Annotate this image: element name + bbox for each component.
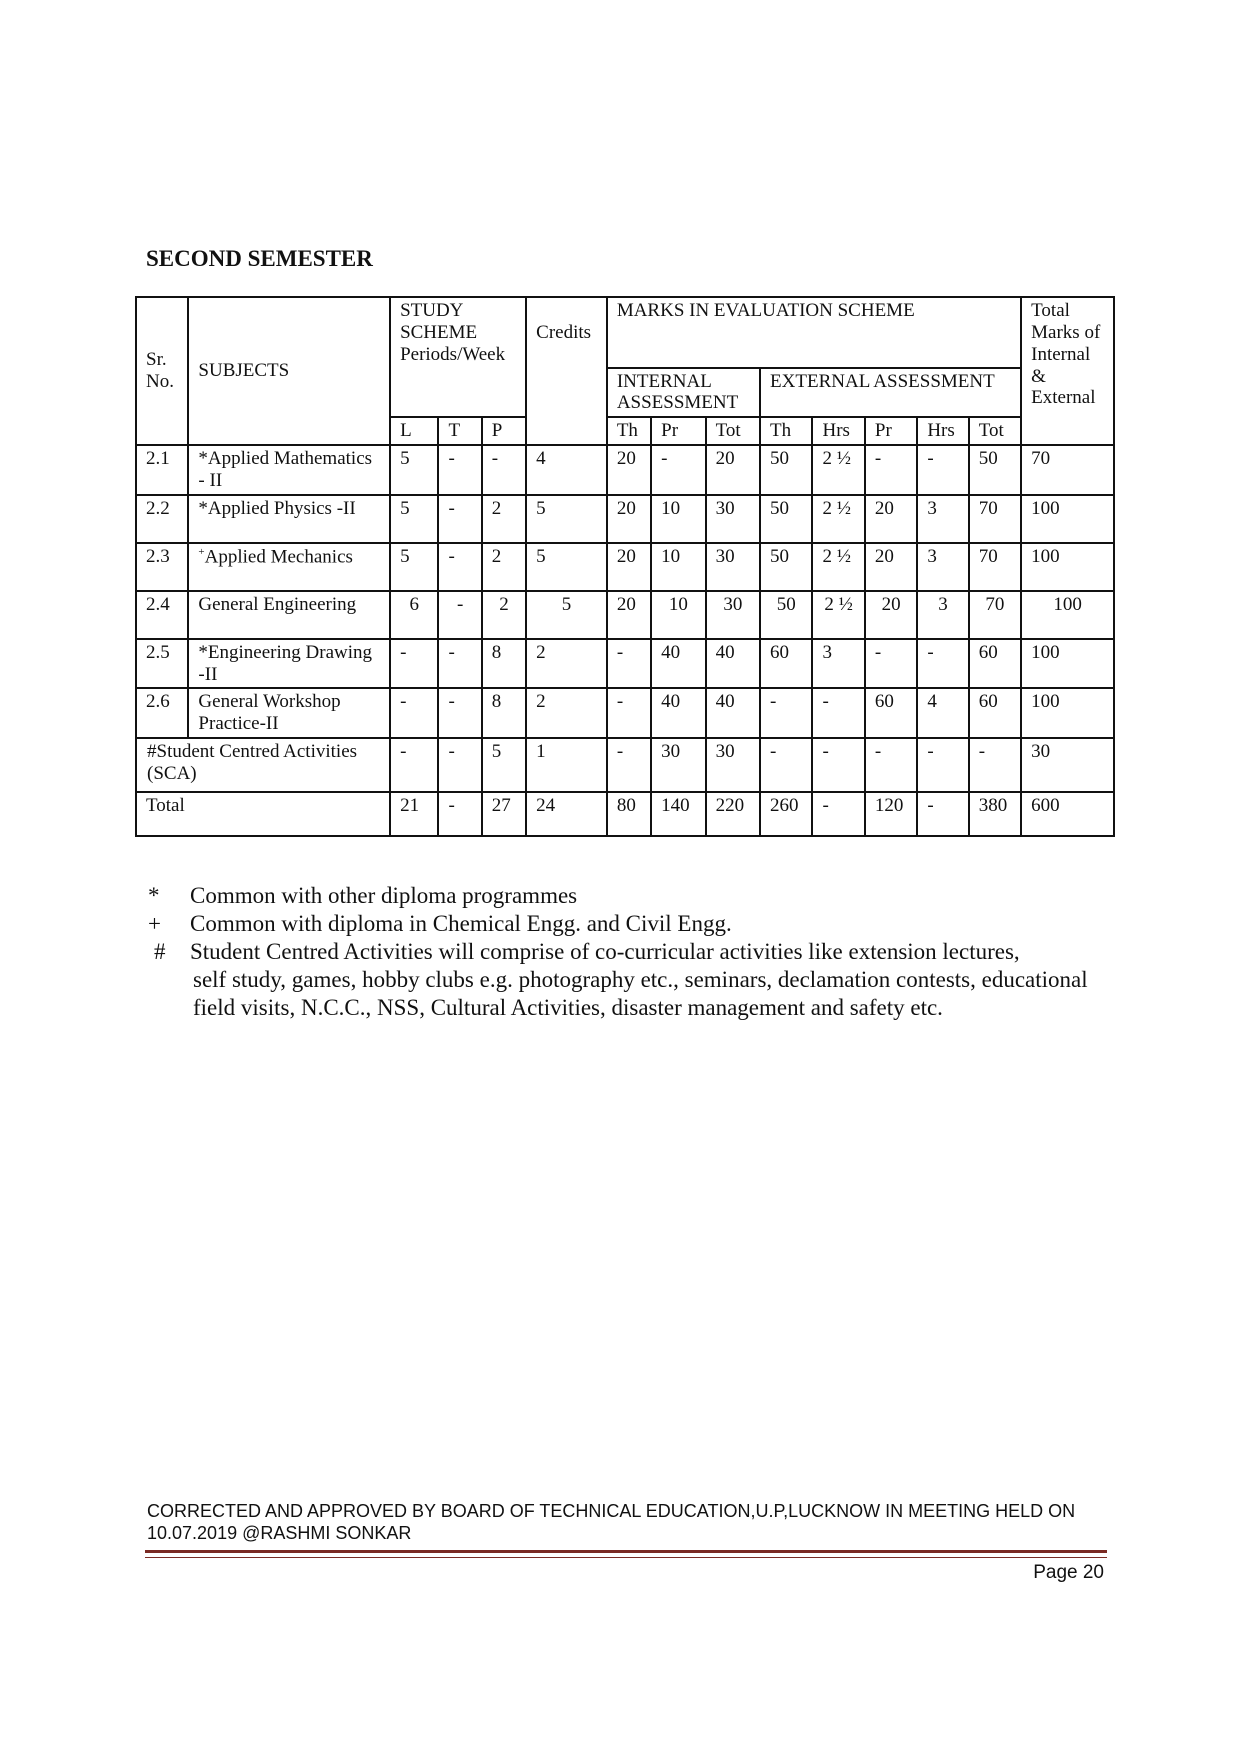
cell-credits: 5 bbox=[526, 543, 607, 591]
table-row bbox=[136, 495, 1114, 543]
cell-credits: 2 bbox=[526, 688, 607, 738]
cell-t: - bbox=[438, 543, 481, 591]
footnote-text: Student Centred Activities will comprise of co-curricular activities like extension lectures, bbox=[190, 939, 1020, 964]
footnote-text: Common with diploma in Chemical Engg. and Civil Engg. bbox=[190, 911, 732, 936]
cell-int-pr: 30 bbox=[651, 738, 705, 792]
cell-sca-label: #Student Centred Activities (SCA) bbox=[136, 738, 390, 792]
header-ext-th: Th bbox=[760, 417, 812, 445]
cell-ext-pr: 20 bbox=[865, 591, 917, 639]
cell-ext-tot: 60 bbox=[969, 688, 1021, 738]
cell-ext-tot: 70 bbox=[969, 495, 1021, 543]
cell-int-th: 20 bbox=[607, 495, 651, 543]
cell-subject-text: Applied Mechanics bbox=[204, 546, 353, 568]
header-p: P bbox=[482, 417, 526, 445]
header-marks: MARKS IN EVALUATION SCHEME bbox=[607, 297, 1021, 368]
header-int-tot: Tot bbox=[706, 417, 760, 445]
cell-int-th: - bbox=[607, 639, 651, 689]
table-row bbox=[136, 591, 1114, 639]
table-row bbox=[136, 445, 1114, 495]
cell-int-tot: 30 bbox=[706, 738, 760, 792]
cell-ext-hrs: 2 ½ bbox=[812, 543, 864, 591]
cell-ext-hrs-2: - bbox=[917, 639, 968, 689]
cell-ext-pr: 20 bbox=[865, 495, 917, 543]
cell-ext-hrs: 2 ½ bbox=[812, 445, 864, 495]
header-ext-hrs-2: Hrs bbox=[917, 417, 968, 445]
cell-ext-th: 60 bbox=[760, 639, 812, 689]
cell-p: 2 bbox=[482, 591, 526, 639]
cell-l: - bbox=[390, 738, 438, 792]
cell-int-tot: 20 bbox=[706, 445, 760, 495]
cell-subject: General Engineering bbox=[188, 591, 390, 639]
footnote bbox=[148, 882, 1108, 910]
cell-subject: *Applied Physics -II bbox=[188, 495, 390, 543]
cell-subject: *Engineering Drawing -II bbox=[188, 639, 390, 689]
cell-int-tot: 40 bbox=[706, 688, 760, 738]
cell-l: 5 bbox=[390, 445, 438, 495]
header-sr-no bbox=[136, 297, 188, 445]
evaluation-scheme-table bbox=[135, 296, 1115, 837]
cell-int-tot: 40 bbox=[706, 639, 760, 689]
cell-p: 8 bbox=[482, 688, 526, 738]
header-ext-hrs: Hrs bbox=[812, 417, 864, 445]
cell-p: 8 bbox=[482, 639, 526, 689]
cell-int-tot: 220 bbox=[706, 792, 760, 836]
table-row bbox=[136, 688, 1114, 738]
cell-int-th: 80 bbox=[607, 792, 651, 836]
header-internal: INTERNAL ASSESSMENT bbox=[607, 368, 760, 418]
footnote bbox=[148, 938, 1108, 966]
cell-credits: 1 bbox=[526, 738, 607, 792]
header-subjects: SUBJECTS bbox=[188, 297, 390, 445]
cell-int-tot: 30 bbox=[706, 591, 760, 639]
cell-total-label: Total bbox=[136, 792, 390, 836]
cell-int-pr: 140 bbox=[651, 792, 705, 836]
page-number: Page 20 bbox=[1033, 1562, 1104, 1583]
cell-ext-hrs: 2 ½ bbox=[812, 591, 864, 639]
cell-ext-hrs-2: 4 bbox=[917, 688, 968, 738]
header-ext-pr: Pr bbox=[865, 417, 917, 445]
cell-sr: 2.3 bbox=[136, 543, 188, 591]
cell-subject bbox=[188, 543, 390, 591]
cell-int-pr: 10 bbox=[651, 543, 705, 591]
header-row-1 bbox=[136, 297, 1114, 368]
cell-int-tot: 30 bbox=[706, 495, 760, 543]
cell-subject: General Workshop Practice-II bbox=[188, 688, 390, 738]
cell-t: - bbox=[438, 738, 481, 792]
cell-total: 600 bbox=[1021, 792, 1114, 836]
cell-t: - bbox=[438, 591, 481, 639]
cell-int-pr: 10 bbox=[651, 495, 705, 543]
cell-int-pr: 10 bbox=[651, 591, 705, 639]
cell-ext-hrs-2: - bbox=[917, 738, 968, 792]
cell-ext-pr: 20 bbox=[865, 543, 917, 591]
header-int-pr: Pr bbox=[651, 417, 705, 445]
cell-ext-tot: 60 bbox=[969, 639, 1021, 689]
cell-p: 2 bbox=[482, 495, 526, 543]
footnote-symbol: # bbox=[154, 939, 166, 964]
cell-ext-hrs-2: - bbox=[917, 445, 968, 495]
cell-ext-pr: - bbox=[865, 738, 917, 792]
cell-total: 100 bbox=[1021, 688, 1114, 738]
footer-rule bbox=[145, 1550, 1107, 1558]
footnote-symbol: * bbox=[148, 883, 160, 908]
cell-ext-hrs-2: 3 bbox=[917, 591, 968, 639]
sca-row bbox=[136, 738, 1114, 792]
cell-int-pr: 40 bbox=[651, 639, 705, 689]
header-l: L bbox=[390, 417, 438, 445]
cell-ext-th: 50 bbox=[760, 495, 812, 543]
cell-ext-hrs: 2 ½ bbox=[812, 495, 864, 543]
cell-ext-tot: 70 bbox=[969, 543, 1021, 591]
cell-ext-th: 50 bbox=[760, 445, 812, 495]
cell-ext-th: 50 bbox=[760, 543, 812, 591]
cell-ext-hrs: - bbox=[812, 688, 864, 738]
cell-ext-hrs: - bbox=[812, 738, 864, 792]
cell-t: - bbox=[438, 495, 481, 543]
page-title: SECOND SEMESTER bbox=[146, 246, 373, 271]
header-int-th: Th bbox=[607, 417, 651, 445]
cell-p: 5 bbox=[482, 738, 526, 792]
cell-credits: 4 bbox=[526, 445, 607, 495]
cell-p: - bbox=[482, 445, 526, 495]
cell-total: 70 bbox=[1021, 445, 1114, 495]
cell-int-th: 20 bbox=[607, 543, 651, 591]
footer-approval: CORRECTED AND APPROVED BY BOARD OF TECHNICAL EDUCATION,U.P,LUCKNOW IN MEETING HELD ON 10.07.2019 @RASHMI SONKAR bbox=[147, 1501, 1076, 1543]
footnotes bbox=[148, 882, 1108, 1022]
cell-total: 100 bbox=[1021, 543, 1114, 591]
cell-sr: 2.5 bbox=[136, 639, 188, 689]
cell-p: 27 bbox=[482, 792, 526, 836]
header-total-marks: Total Marks of Internal & External bbox=[1021, 297, 1114, 445]
cell-ext-tot: 50 bbox=[969, 445, 1021, 495]
footnote-symbol: + bbox=[148, 911, 161, 936]
cell-p: 2 bbox=[482, 543, 526, 591]
cell-credits: 5 bbox=[526, 591, 607, 639]
cell-ext-pr: 120 bbox=[865, 792, 917, 836]
header-study-scheme-gap bbox=[390, 368, 526, 418]
cell-total: 100 bbox=[1021, 639, 1114, 689]
cell-sr: 2.6 bbox=[136, 688, 188, 738]
cell-sr: 2.4 bbox=[136, 591, 188, 639]
cell-t: - bbox=[438, 688, 481, 738]
cell-total: 100 bbox=[1021, 495, 1114, 543]
cell-ext-hrs-2: - bbox=[917, 792, 968, 836]
cell-int-tot: 30 bbox=[706, 543, 760, 591]
header-t: T bbox=[438, 417, 481, 445]
cell-t: - bbox=[438, 792, 481, 836]
cell-t: - bbox=[438, 445, 481, 495]
cell-ext-th: 260 bbox=[760, 792, 812, 836]
cell-total: 30 bbox=[1021, 738, 1114, 792]
cell-ext-tot: 70 bbox=[969, 591, 1021, 639]
cell-l: - bbox=[390, 639, 438, 689]
cell-l: 5 bbox=[390, 495, 438, 543]
header-study-scheme: STUDY SCHEME Periods/Week bbox=[390, 297, 526, 368]
cell-int-th: 20 bbox=[607, 591, 651, 639]
cell-l: - bbox=[390, 688, 438, 738]
header-credits: Credits bbox=[526, 297, 607, 445]
cell-l: 5 bbox=[390, 543, 438, 591]
footnote bbox=[148, 910, 1108, 938]
cell-int-th: - bbox=[607, 688, 651, 738]
cell-ext-hrs: 3 bbox=[812, 639, 864, 689]
header-external: EXTERNAL ASSESSMENT bbox=[760, 368, 1021, 418]
header-ext-tot: Tot bbox=[969, 417, 1021, 445]
footnote-text: Common with other diploma programmes bbox=[190, 883, 578, 908]
cell-int-th: - bbox=[607, 738, 651, 792]
cell-l: 21 bbox=[390, 792, 438, 836]
table-row bbox=[136, 639, 1114, 689]
cell-int-pr: - bbox=[651, 445, 705, 495]
cell-subject-mark: + bbox=[198, 545, 205, 558]
header-sr-no-text: Sr. No. bbox=[146, 349, 174, 393]
cell-l: 6 bbox=[390, 591, 438, 639]
cell-credits: 24 bbox=[526, 792, 607, 836]
cell-ext-pr: - bbox=[865, 445, 917, 495]
cell-ext-th: - bbox=[760, 738, 812, 792]
cell-ext-tot: 380 bbox=[969, 792, 1021, 836]
total-row bbox=[136, 792, 1114, 836]
cell-ext-pr: 60 bbox=[865, 688, 917, 738]
cell-subject: *Applied Mathematics - II bbox=[188, 445, 390, 495]
cell-credits: 2 bbox=[526, 639, 607, 689]
cell-ext-hrs-2: 3 bbox=[917, 543, 968, 591]
cell-t: - bbox=[438, 639, 481, 689]
cell-int-th: 20 bbox=[607, 445, 651, 495]
footnote-continuation: self study, games, hobby clubs e.g. photography etc., seminars, declamation contests, educational field visits, N.C.C., NSS, Cultural Activities, disaster management and safety etc. bbox=[193, 967, 1088, 1020]
cell-ext-th: - bbox=[760, 688, 812, 738]
cell-total: 100 bbox=[1021, 591, 1114, 639]
cell-ext-th: 50 bbox=[760, 591, 812, 639]
cell-ext-hrs: - bbox=[812, 792, 864, 836]
cell-ext-pr: - bbox=[865, 639, 917, 689]
cell-int-pr: 40 bbox=[651, 688, 705, 738]
cell-sr: 2.2 bbox=[136, 495, 188, 543]
cell-credits: 5 bbox=[526, 495, 607, 543]
table-row bbox=[136, 543, 1114, 591]
cell-sr: 2.1 bbox=[136, 445, 188, 495]
cell-ext-hrs-2: 3 bbox=[917, 495, 968, 543]
cell-ext-tot: - bbox=[969, 738, 1021, 792]
